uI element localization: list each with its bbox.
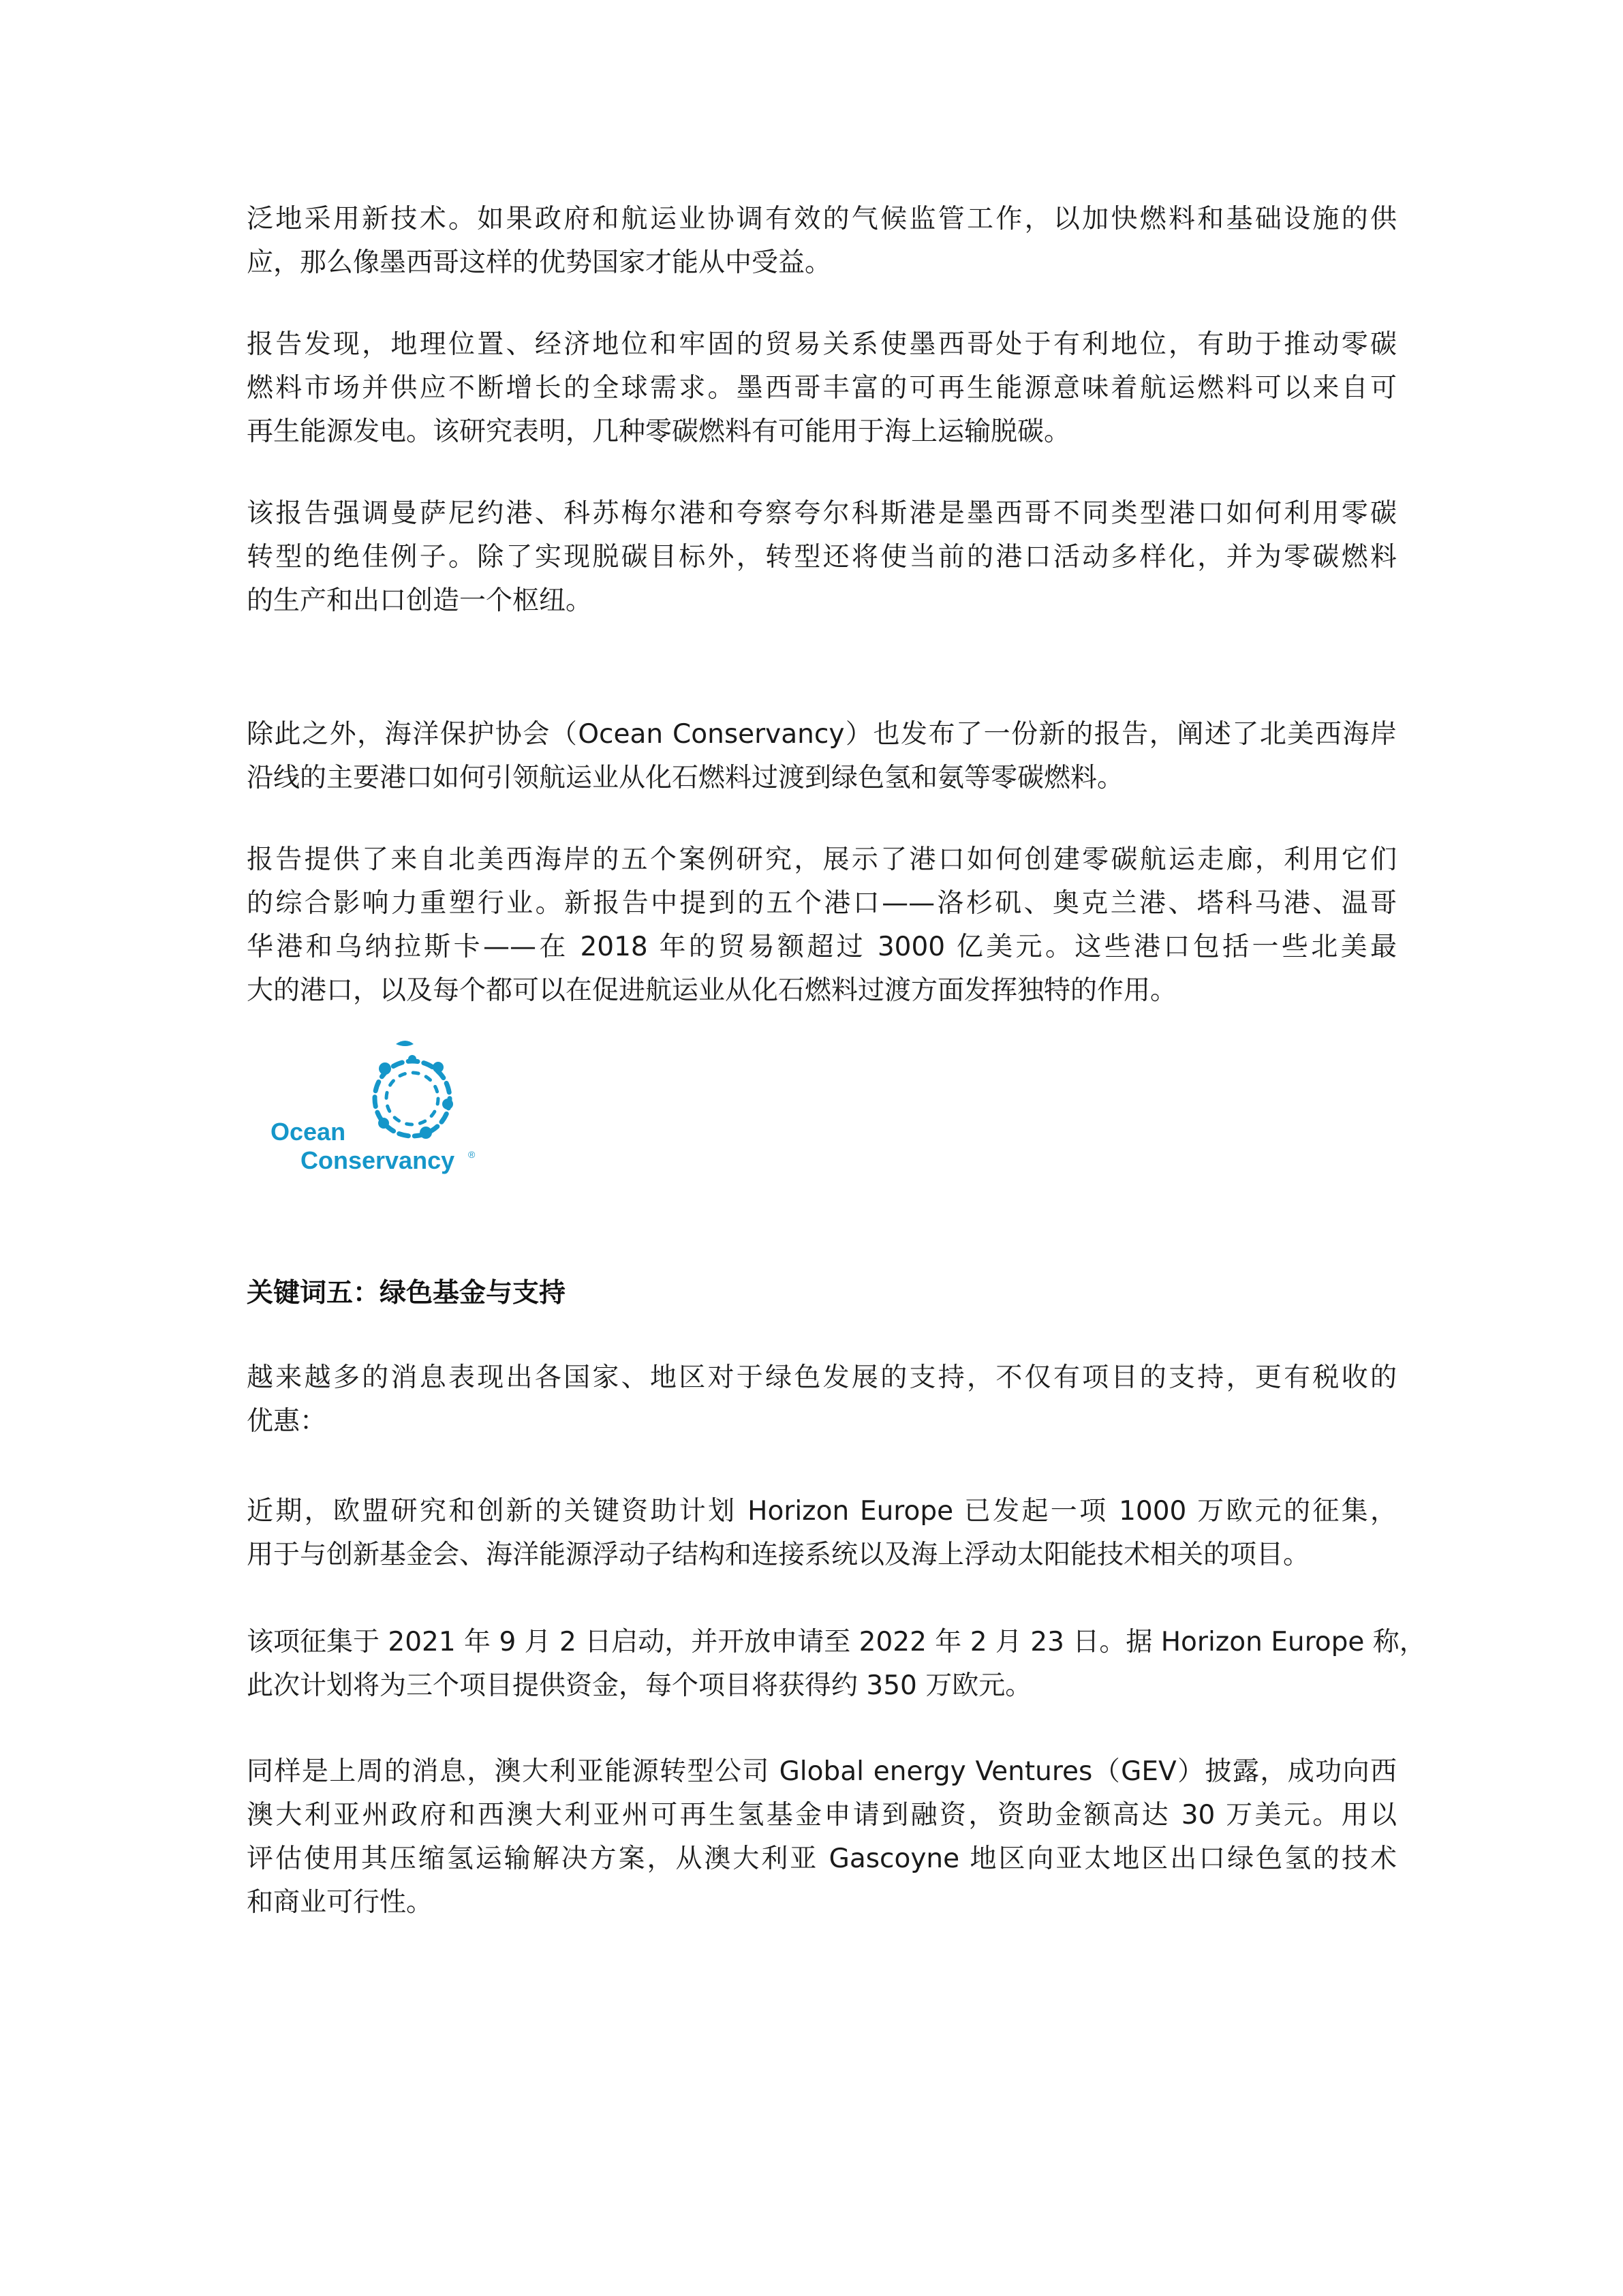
text-line: 同样是上周的消息，澳大利亚能源转型公司 Global energy Ventures（GEV）披露，成功向西 — [247, 1756, 1397, 1787]
text-line: 应，那么像墨西哥这样的优势国家才能从中受益。 — [247, 247, 832, 278]
text-line: 和商业可行性。 — [247, 1887, 433, 1918]
section-heading-text: 关键词五：绿色基金与支持 — [247, 1278, 566, 1308]
paragraph-4 — [247, 713, 1397, 800]
paragraph-6 — [247, 1356, 1397, 1443]
text-line: 越来越多的消息表现出各国家、地区对于绿色发展的支持，不仅有项目的支持，更有税收的 — [247, 1362, 1397, 1393]
text-line: 优惠： — [247, 1406, 327, 1437]
text-line: 近期，欧盟研究和创新的关键资助计划 Horizon Europe 已发起一项 1000 万欧元的征集， — [247, 1496, 1397, 1527]
text-line: 除此之外，海洋保护协会（Ocean Conservancy）也发布了一份新的报告，阐述了北美西海岸 — [247, 719, 1397, 750]
text-line: 大的港口，以及每个都可以在促进航运业从化石燃料过渡方面发挥独特的作用。 — [247, 975, 1177, 1006]
text-line: 用于与创新基金会、海洋能源浮动子结构和连接系统以及海上浮动太阳能技术相关的项目。 — [247, 1540, 1310, 1570]
section-heading — [247, 1272, 1397, 1315]
text-line: 的生产和出口创造一个枢纽。 — [247, 585, 593, 616]
text-line: 报告提供了来自北美西海岸的五个案例研究，展示了港口如何创建零碳航运走廊，利用它们 — [247, 844, 1397, 875]
text-line: 报告发现，地理位置、经济地位和牢固的贸易关系使墨西哥处于有利地位，有助于推动零碳 — [247, 329, 1397, 360]
logo-wordmark-ocean: Ocean — [270, 1118, 346, 1146]
paragraph-7 — [247, 1490, 1397, 1577]
text-line: 华港和乌纳拉斯卡——在 2018 年的贸易额超过 3000 亿美元。这些港口包括一些北美最 — [247, 932, 1397, 962]
paragraph-8 — [247, 1621, 1426, 1708]
registered-mark: ® — [468, 1149, 476, 1160]
text-line: 该项征集于 2021 年 9 月 2 日启动，并开放申请至 2022 年 2 月 23 日。据 Horizon Europe 称， — [247, 1627, 1426, 1657]
paragraph-5 — [247, 838, 1397, 1013]
paragraph-9 — [247, 1750, 1397, 1925]
paragraph-1 — [247, 198, 1397, 285]
text-line: 此次计划将为三个项目提供资金，每个项目将获得约 350 万欧元。 — [247, 1670, 1032, 1701]
text-line: 评估使用其压缩氢运输解决方案，从澳大利亚 Gascoyne 地区向亚太地区出口绿色氢的技术 — [247, 1843, 1397, 1874]
text-line: 该报告强调曼萨尼约港、科苏梅尔港和夸察夸尔科斯港是墨西哥不同类型港口如何利用零碳 — [247, 498, 1397, 529]
paragraph-2 — [247, 323, 1397, 454]
paragraph-3 — [247, 492, 1397, 623]
text-line: 燃料市场并供应不断增长的全球需求。墨西哥丰富的可再生能源意味着航运燃料可以来自可 — [247, 373, 1397, 403]
logo-wordmark-conservancy: Conservancy — [300, 1146, 455, 1174]
text-line: 再生能源发电。该研究表明，几种零碳燃料有可能用于海上运输脱碳。 — [247, 416, 1071, 447]
text-line: 转型的绝佳例子。除了实现脱碳目标外，转型还将使当前的港口活动多样化，并为零碳燃料 — [247, 542, 1397, 572]
ocean-conservancy-logo — [262, 1036, 480, 1182]
text-line: 的综合影响力重塑行业。新报告中提到的五个港口——洛杉矶、奥克兰港、塔科马港、温哥 — [247, 888, 1397, 919]
text-line: 澳大利亚州政府和西澳大利亚州可再生氢基金申请到融资，资助金额高达 30 万美元。用以 — [247, 1800, 1397, 1831]
text-line: 泛地采用新技术。如果政府和航运业协调有效的气候监管工作，以加快燃料和基础设施的供 — [247, 204, 1397, 234]
text-line: 沿线的主要港口如何引领航运业从化石燃料过渡到绿色氢和氨等零碳燃料。 — [247, 763, 1124, 793]
